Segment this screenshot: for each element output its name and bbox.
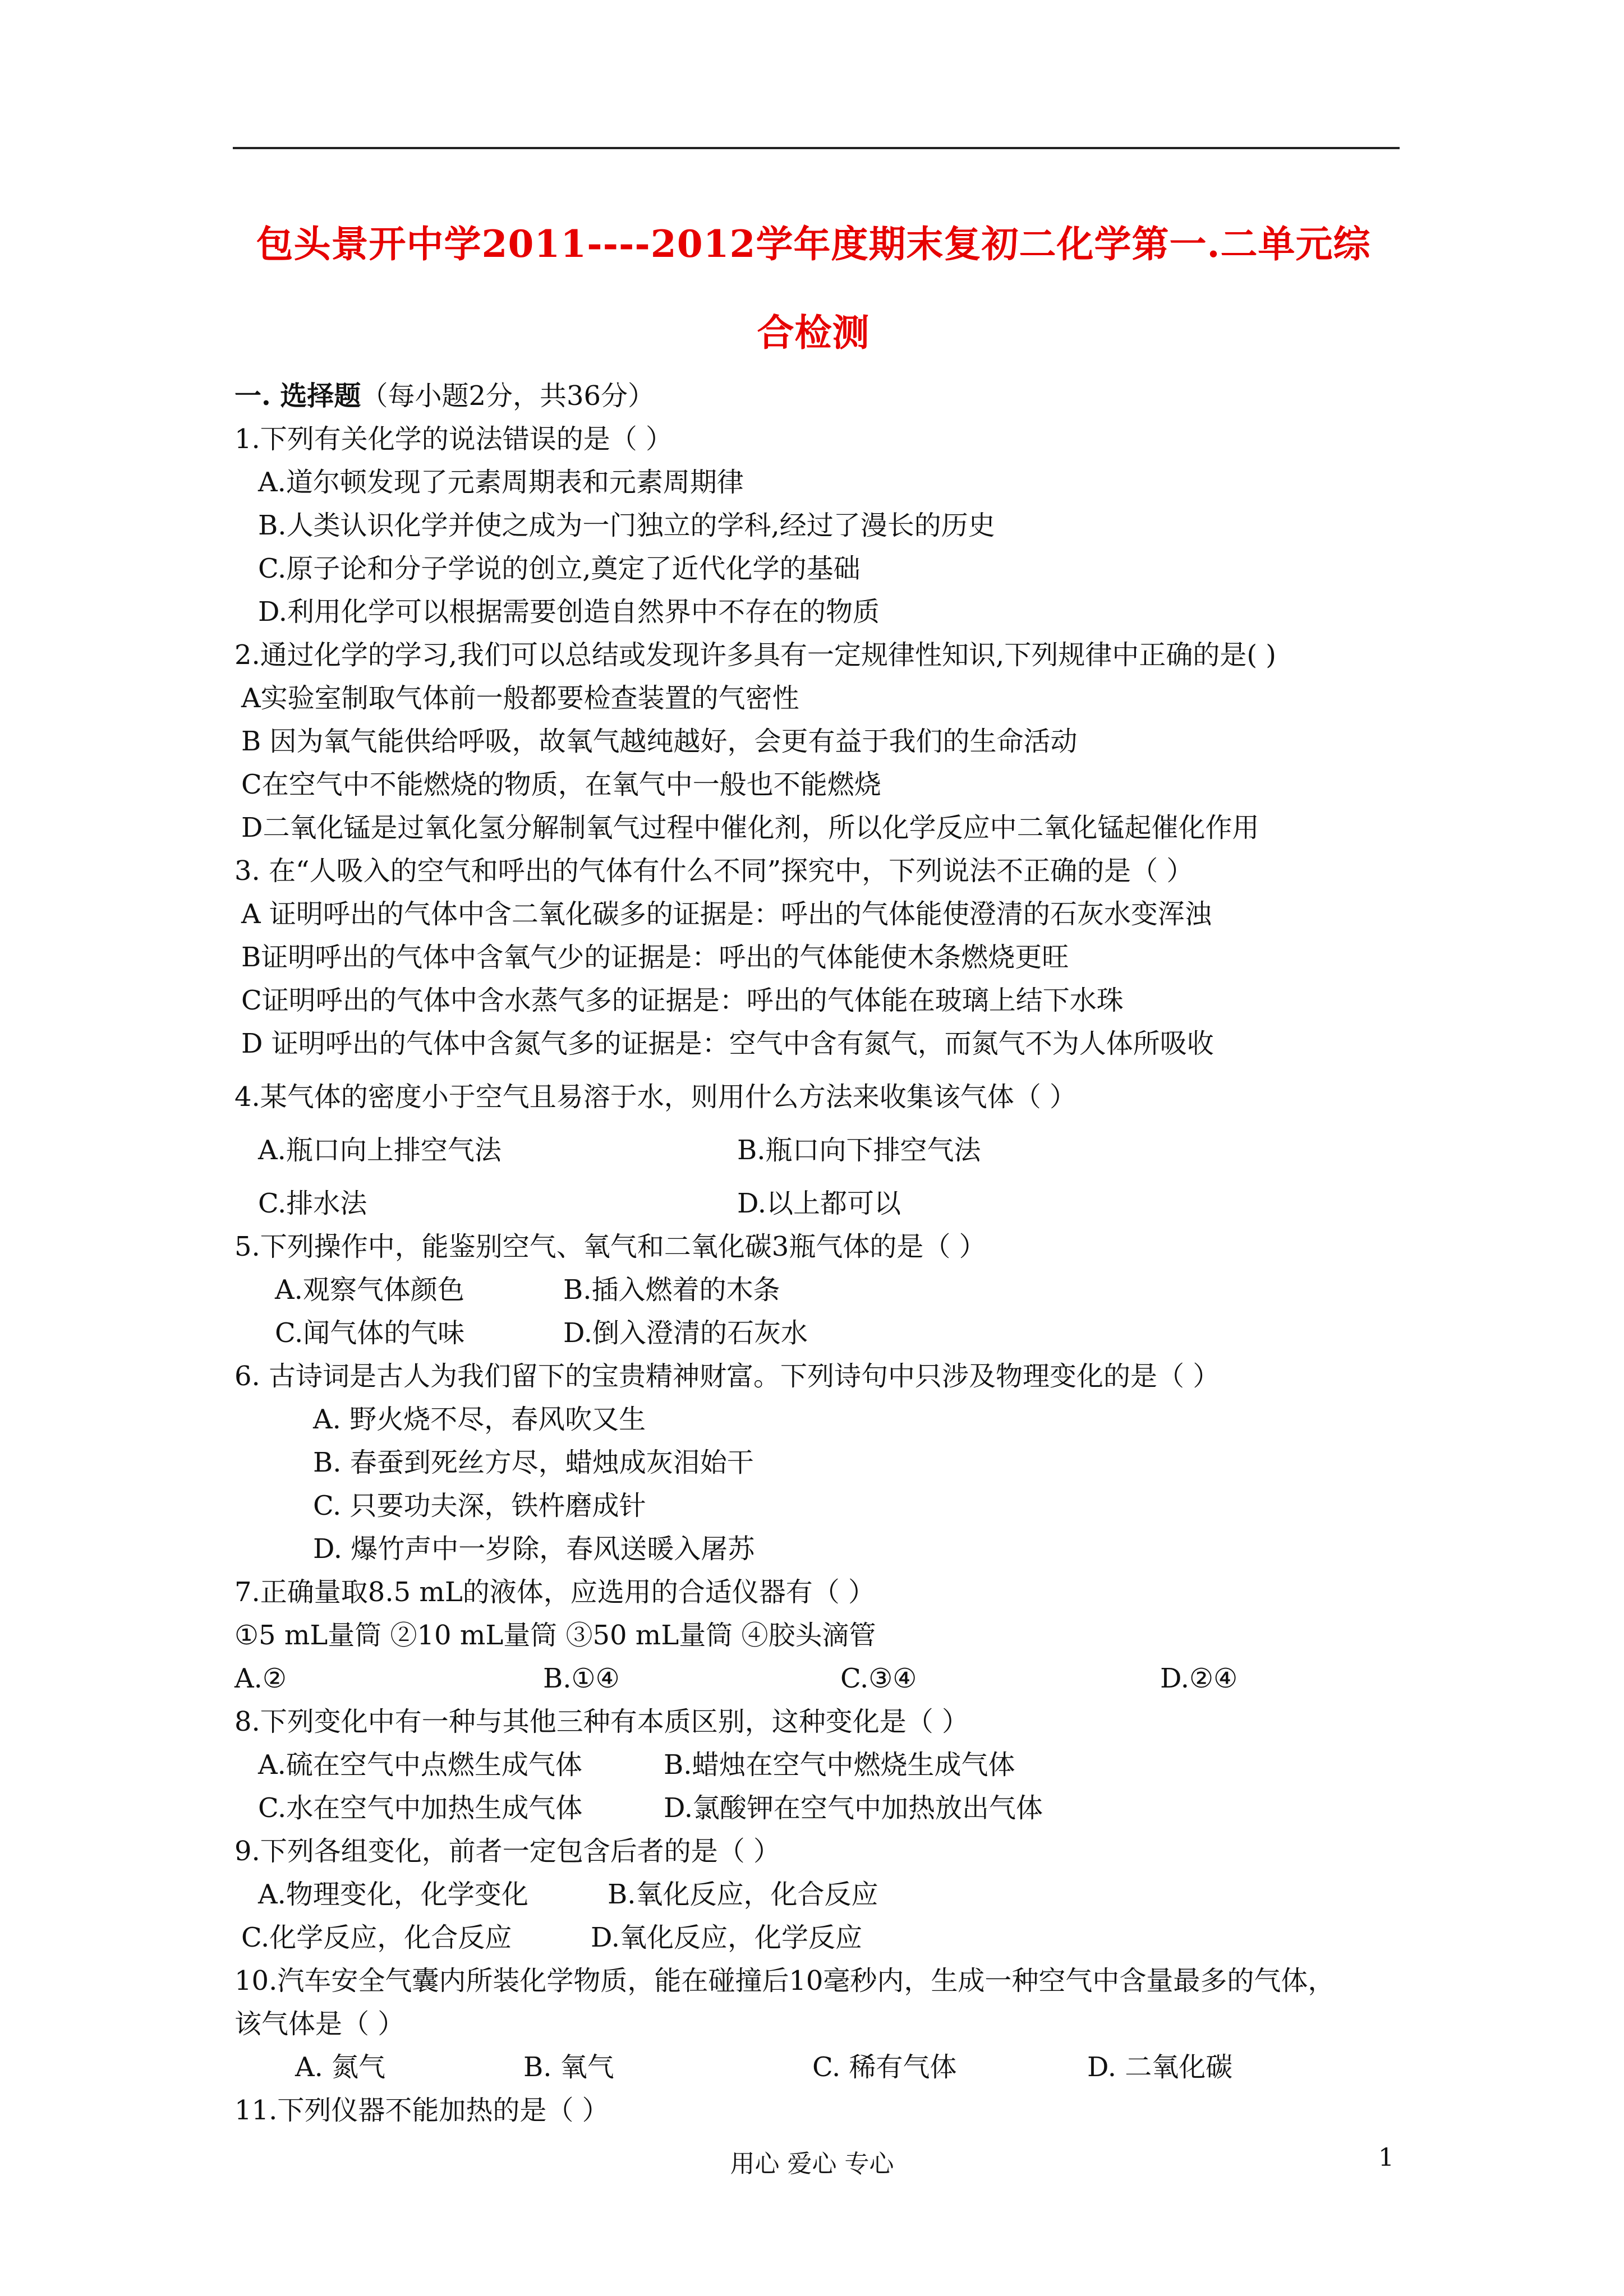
question-7-options	[234, 1657, 1424, 1700]
question-8-option-c: C.水在空气中加热生成气体	[258, 1792, 583, 1824]
question-7-stem: 7.正确量取8.5 mL的液体，应选用的合适仪器有（ ）	[234, 1576, 876, 1608]
question-9-option-b: B.氧化反应，化合反应	[608, 1879, 878, 1910]
question-9-options-row1	[234, 1873, 1424, 1916]
question-8-options-row1	[234, 1744, 1424, 1787]
question-4-option-c: C.排水法	[258, 1188, 367, 1219]
section-heading-label: 一. 选择题	[234, 380, 361, 412]
question-6-option-c: C. 只要功夫深，铁杵磨成针	[313, 1490, 646, 1522]
question-10-option-a: A. 氮气	[295, 2051, 386, 2083]
question-4-option-b: B.瓶口向下排空气法	[737, 1135, 981, 1166]
question-10-option-c: C. 稀有气体	[812, 2051, 957, 2083]
question-10-option-d: D. 二氧化碳	[1087, 2051, 1233, 2083]
question-7-option-a: A.②	[234, 1663, 287, 1694]
question-8-options-row2	[234, 1787, 1424, 1830]
footer-motto: 用心 爱心 专心	[730, 2150, 894, 2178]
question-10-option-b: B. 氧气	[523, 2051, 614, 2083]
question-9-options-row2	[234, 1916, 1424, 1960]
section-note: （每小题2分，共36分）	[361, 380, 655, 412]
question-3-option-a: A 证明呼出的气体中含二氧化碳多的证据是：呼出的气体能使澄清的石灰水变浑浊	[241, 898, 1212, 930]
document-title-line1: 包头景开中学2011----2012学年度期末复初二化学第一.二单元综	[256, 222, 1371, 266]
question-10-options	[234, 2046, 1424, 2089]
question-8-option-b: B.蜡烛在空气中燃烧生成气体	[664, 1749, 1015, 1781]
question-5-options-row2	[234, 1312, 1424, 1355]
page-number: 1	[1378, 2143, 1394, 2172]
question-8-option-a: A.硫在空气中点燃生成气体	[258, 1749, 582, 1781]
question-3-option-b: B证明呼出的气体中含氧气少的证据是：呼出的气体能使木条燃烧更旺	[241, 942, 1069, 973]
question-4-options-row2	[234, 1182, 1424, 1225]
question-8-option-d: D.氯酸钾在空气中加热放出气体	[664, 1792, 1043, 1824]
question-7-option-c: C.③④	[840, 1663, 917, 1694]
question-4-option-a: A.瓶口向上排空气法	[258, 1135, 502, 1166]
question-5-stem: 5.下列操作中，能鉴别空气、氧气和二氧化碳3瓶气体的是（ ）	[234, 1231, 986, 1262]
question-6-stem: 6. 古诗词是古人为我们留下的宝贵精神财富。下列诗句中只涉及物理变化的是（ ）	[234, 1361, 1220, 1392]
question-5-option-a: A.观察气体颜色	[275, 1274, 464, 1306]
question-6-option-a: A. 野火烧不尽，春风吹又生	[313, 1404, 646, 1435]
question-4-options-row1	[234, 1129, 1424, 1172]
question-1-option-a: A.道尔顿发现了元素周期表和元素周期律	[258, 467, 744, 498]
question-10-stem: 10.汽车安全气囊内所装化学物质，能在碰撞后10毫秒内，生成一种空气中含量最多的气体，	[234, 1965, 1335, 1997]
question-1-option-b: B.人类认识化学并使之成为一门独立的学科,经过了漫长的历史	[258, 510, 995, 541]
question-11-stem: 11.下列仪器不能加热的是（ ）	[234, 2095, 609, 2126]
question-1-stem: 1.下列有关化学的说法错误的是（ ）	[234, 423, 673, 455]
question-5-option-b: B.插入燃着的木条	[563, 1274, 780, 1306]
question-2-option-d: D二氧化锰是过氧化氢分解制氧气过程中催化剂，所以化学反应中二氧化锰起催化作用	[241, 812, 1259, 843]
question-8-stem: 8.下列变化中有一种与其他三种有本质区别，这种变化是（ ）	[234, 1706, 969, 1737]
question-2-option-b: B 因为氧气能供给呼吸，故氧气越纯越好，会更有益于我们的生命活动	[241, 726, 1078, 757]
question-6-option-b: B. 春蚕到死丝方尽，蜡烛成灰泪始干	[313, 1447, 754, 1478]
question-3-option-d: D 证明呼出的气体中含氮气多的证据是：空气中含有氮气，而氮气不为人体所吸收	[241, 1028, 1214, 1059]
question-7-option-b: B.①④	[543, 1663, 620, 1694]
question-4-stem: 4.某气体的密度小于空气且易溶于水，则用什么方法来收集该气体（ ）	[234, 1081, 1077, 1113]
question-4-option-d: D.以上都可以	[737, 1188, 901, 1219]
question-2-stem: 2.通过化学的学习,我们可以总结或发现许多具有一定规律性知识,下列规律中正确的是( )	[234, 639, 1277, 671]
question-7-items: ①5 mL量筒 ②10 mL量筒 ③50 mL量筒 ④胶头滴管	[234, 1620, 876, 1651]
question-9-option-c: C.化学反应，化合反应	[241, 1922, 512, 1953]
question-2-option-a: A实验室制取气体前一般都要检查装置的气密性	[241, 683, 799, 714]
question-10-stem-continued: 该气体是（ ）	[234, 2008, 405, 2040]
question-5-option-d: D.倒入澄清的石灰水	[563, 1317, 808, 1349]
question-3-option-c: C证明呼出的气体中含水蒸气多的证据是：呼出的气体能在玻璃上结下水珠	[241, 985, 1124, 1016]
question-2-option-c: C在空气中不能燃烧的物质，在氧气中一般也不能燃烧	[241, 769, 881, 800]
question-1-option-c: C.原子论和分子学说的创立,奠定了近代化学的基础	[258, 553, 861, 584]
exam-content	[234, 375, 1424, 2132]
section-heading	[234, 375, 1424, 418]
question-5-option-c: C.闻气体的气味	[275, 1317, 465, 1349]
question-9-option-d: D.氧化反应，化学反应	[591, 1922, 863, 1953]
question-3-stem: 3. 在“人吸入的空气和呼出的气体有什么不同”探究中，下列说法不正确的是（ ）	[234, 855, 1194, 887]
question-9-stem: 9.下列各组变化，前者一定包含后者的是（ ）	[234, 1836, 781, 1867]
question-1-option-d: D.利用化学可以根据需要创造自然界中不存在的物质	[258, 596, 880, 628]
document-title-line2: 合检测	[757, 311, 870, 354]
question-6-option-d: D. 爆竹声中一岁除，春风送暖入屠苏	[313, 1533, 755, 1565]
question-9-option-a: A.物理变化，化学变化	[258, 1879, 528, 1910]
header-rule	[233, 147, 1400, 149]
question-5-options-row1	[234, 1269, 1424, 1312]
question-7-option-d: D.②④	[1160, 1663, 1238, 1694]
